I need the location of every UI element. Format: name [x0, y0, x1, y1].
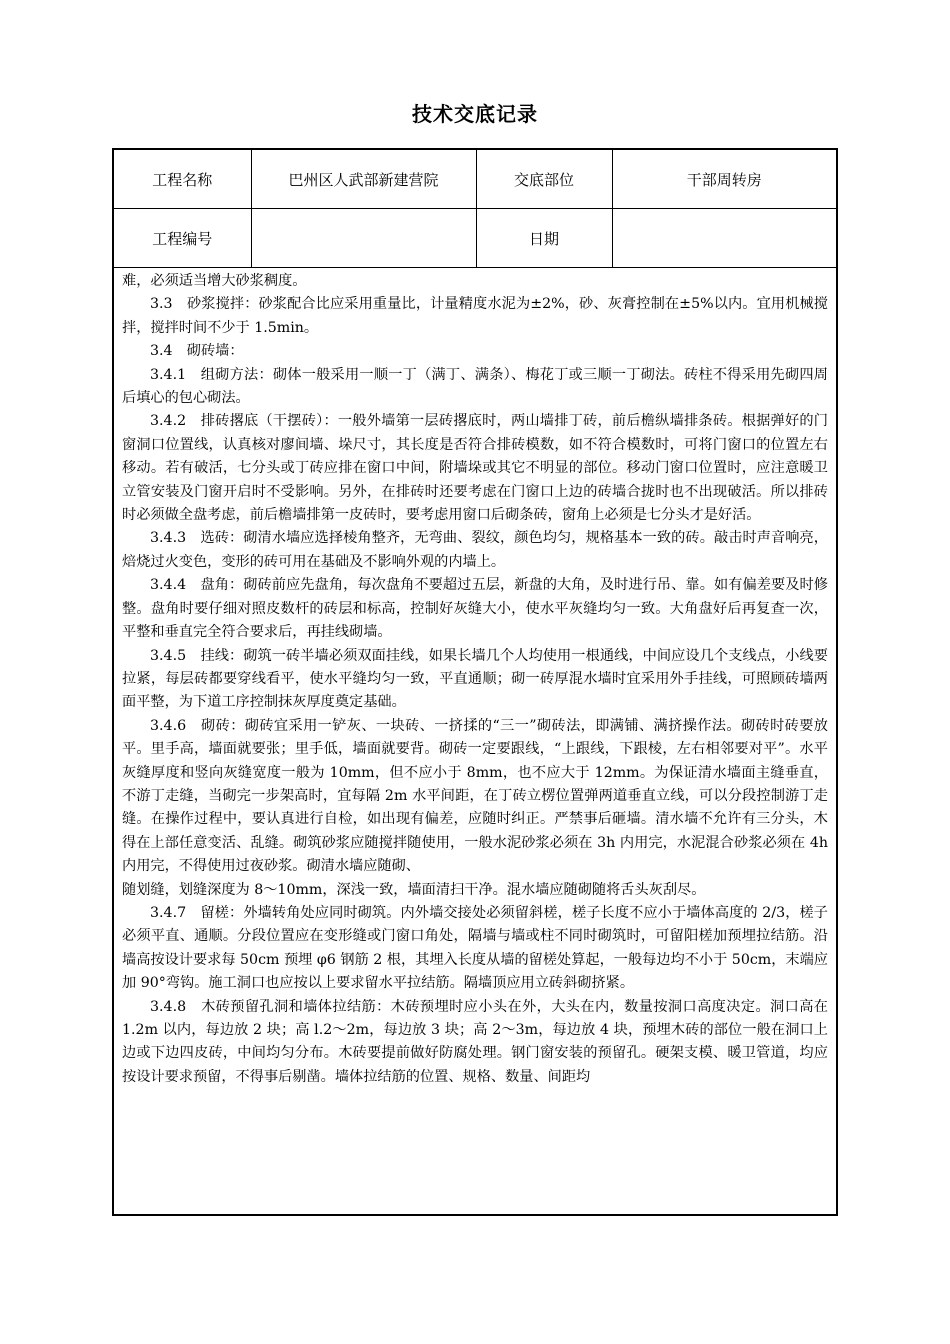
location-label: 交底部位: [476, 150, 612, 209]
paragraph: 3.4.3 选砖：砌清水墙应选择棱角整齐，无弯曲、裂纹，颜色均匀，规格基本一致的砖。敲击时声音响亮，焙烧过火变色，变形的砖可用在基础及不影响外观的内墙上。: [122, 530, 828, 570]
paragraph: 3.4.4 盘角：砌砖前应先盘角，每次盘角不要超过五层，新盘的大角，及时进行吊、靠。如有偏差要及时修整。盘角时要仔细对照皮数杆的砖层和标高，控制好灰缝大小，使水平灰缝均匀一致。大角盘好后再复查一次，平整和垂直完全符合要求后，再挂线砌墙。: [122, 577, 828, 641]
date-label: 日期: [476, 209, 612, 268]
date-value: [612, 209, 836, 268]
paragraph: 3.4 砌砖墙：: [150, 343, 244, 360]
paragraph: 3.4.8 木砖预留孔洞和墙体拉结筋：木砖预埋时应小头在外，大头在内，数量按洞口高度决定。洞口高在 1.2m 以内，每边放 2 块；高 l.2～2m，每边放 3 块；高 2～3m，每边放 4 块，预埋木砖的部位一般在洞口上边或下边四皮砖，中间均匀分布。木砖要提前做好防腐处理。钢门窗安装的预留孔。硬架支模、暖卫管道，均应按设计要求预留，不得事后剔凿。墙体拉结筋的位置、规格、数量、间距均: [122, 998, 828, 1085]
paragraph: 3.4.7 留槎：外墙转角处应同时砌筑。内外墙交接处必须留斜槎，槎子长度不应小于墙体高度的 2/3，槎子必须平直、通顺。分段位置应在变形缝或门窗口角处，隔墙与墙或柱不同时砌筑时，可留阳槎加预埋拉结筋。沿墙高按设计要求每 50cm 预埋 φ6 钢筋 2 根，其埋入长度从墙的留槎处算起，一般每边均不小于 50cm，末端应加 90°弯钩。施工洞口也应按以上要求留水平拉结筋。隔墙顶应用立砖斜砌挤紧。: [122, 904, 828, 992]
header-row-2: [114, 209, 836, 268]
page-title: 技术交底记录: [412, 102, 538, 126]
paragraph: 3.4.6 砌砖：砌砖宜采用一铲灰、一块砖、一挤揉的“三一”砌砖法，即满铺、满挤操作法。砌砖时砖要放平。里手高，墙面就要张；里手低，墙面就要背。砌砖一定要跟线，“上跟线，下跟棱，左右相邻要对平”。水平灰缝厚度和竖向灰缝宽度一般为 10mm，但不应小于 8mm，也不应大于 12mm。为保证清水墙面主缝垂直，不游丁走缝，当砌完一步架高时，宜每隔 2m 水平间距，在丁砖立楞位置弹两道垂直立线，可以分段控制游丁走缝。在操作过程中，要认真进行自检，如出现有偏差，应随时纠正。严禁事后砸墙。清水墙不允许有三分头，木得在上部任意变活、乱缝。砌筑砂浆应随搅拌随使用，一般水泥砂浆必须在 3h 内用完，水泥混合砂浆必须在 4h 内用完，不得使用过夜砂浆。砌清水墙应随砌、: [122, 717, 828, 875]
paragraph: 难，必须适当增大砂浆稠度。: [122, 273, 307, 289]
record-sheet: [112, 148, 838, 1216]
location-value: 干部周转房: [612, 150, 836, 209]
paragraph: 3.4.1 组砌方法：砌体一般采用一顺一丁（满丁、满条）、梅花丁或三顺一丁砌法。砖柱不得采用先砌四周后填心的包心砌法。: [122, 366, 828, 407]
paragraph: 3.4.5 挂线：砌筑一砖半墙必须双面挂线，如果长墙几个人均使用一根通线，中间应设几个支线点，小线要拉紧，每层砖都要穿线看平，使水平缝均匀一致，平直通顺；砌一砖厚混水墙时宜采用外手挂线，可照顾砖墙两面平整，为下道工序控制抹灰厚度奠定基础。: [122, 647, 828, 711]
paragraph: 3.4.2 排砖撂底（干摆砖）：一般外墙第一层砖撂底时，两山墙排丁砖，前后檐纵墙排条砖。根据弹好的门窗洞口位置线，认真核对廖间墙、垛尺寸，其长度是否符合排砖模数，如不符合模数时，可将门窗口的位置左右移动。若有破活，七分头或丁砖应排在窗口中间，附墙垛或其它不明显的部位。移动门窗口位置时，应注意暖卫立管安装及门窗开启时不受影响。另外，在排砖时还要考虑在门窗口上边的砖墙合拢时也不出现破活。所以排砖时必须做全盘考虑，前后檐墙排第一皮砖时，要考虑用窗口后砌条砖，窗角上必须是七分头才是好活。: [122, 413, 828, 524]
paragraph: 3.3 砂浆搅拌：砂浆配合比应采用重量比，计量精度水泥为±2%，砂、灰膏控制在±5%以内。宜用机械搅拌，搅拌时间不少于 1.5min。: [122, 296, 828, 336]
project-name-value: 巴州区人武部新建营院: [251, 150, 476, 209]
project-name-label: 工程名称: [114, 150, 251, 209]
header-table: [114, 150, 836, 268]
disclosure-content: [114, 268, 836, 1089]
project-no-label: 工程编号: [114, 209, 251, 268]
project-no-value: [251, 209, 476, 268]
paragraph: 随划缝，划缝深度为 8～10mm，深浅一致，墙面清扫干净。混水墙应随砌随将舌头灰刮尽。: [122, 881, 706, 898]
header-row-1: [114, 150, 836, 209]
